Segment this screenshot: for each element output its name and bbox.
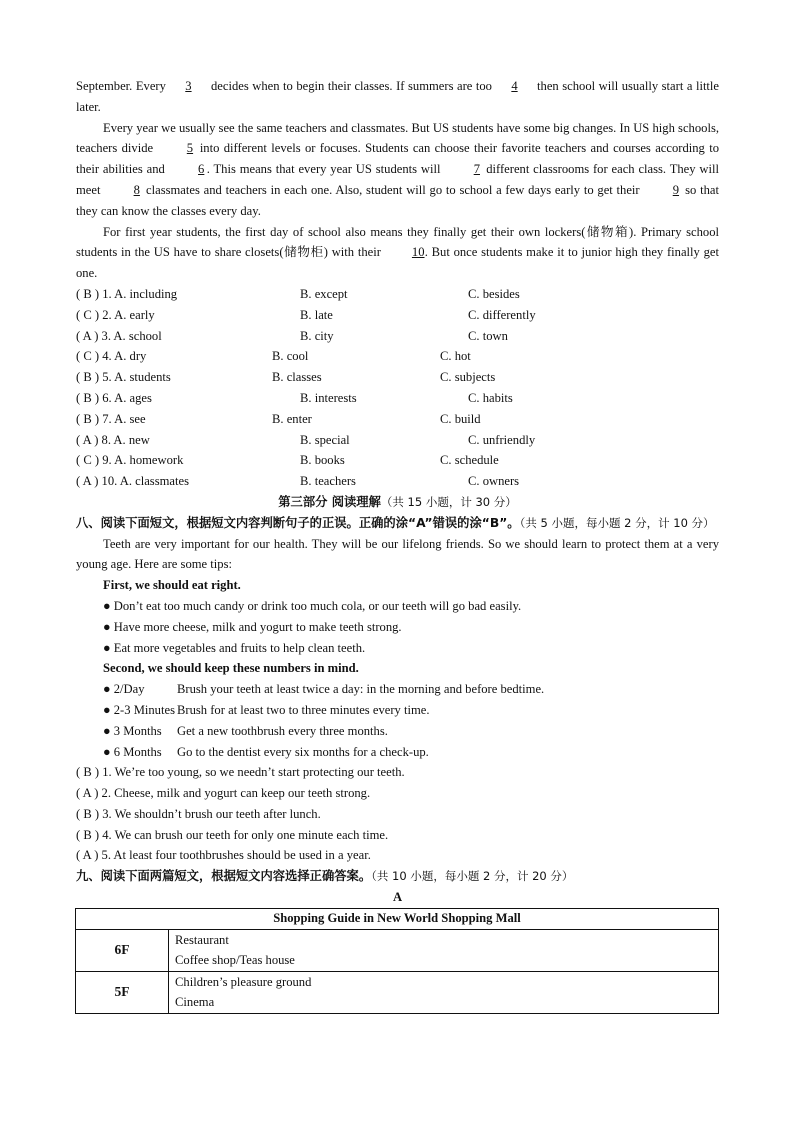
cloze-options [76,284,719,492]
section8-answers [76,762,719,866]
blank-8: 8 [133,182,140,197]
option-a: ( B ) 6. A. ages [76,390,152,405]
section8-heading [76,513,719,534]
text: . But once students make it to junior high they finally get one. [76,245,719,281]
option-a: ( B ) 5. A. students [76,370,171,385]
tip-value: Get a new toothbrush every three months. [177,723,388,738]
option-b: B. interests [300,390,357,405]
list-item [76,679,719,700]
option-b: B. teachers [300,474,356,489]
floor-cell: 5F [76,971,169,1013]
text: into different levels or focuses. Students can choose their favorite teachers and courses according to their abilities and [76,141,719,177]
option-a: ( B ) 7. A. see [76,411,146,426]
text: Every year we usually see the same teachers and classmates. But US students have some big changes. In US high schools, teachers divide [76,120,719,156]
text: decides when to begin their classes. If summers are too [210,79,492,93]
part3-title [76,492,719,513]
cloze-paragraph-1 [76,76,719,118]
text: classmates and teachers in each one. Also, student will go to school a few days early to get their [146,182,640,197]
option-c: C. schedule [440,453,499,468]
option-row [76,409,719,430]
list-item [76,700,719,721]
first-tip-title: First, we should eat right. [103,578,241,593]
store-item: Coffee shop/Teas house [175,953,295,968]
option-b: B. classes [272,370,322,385]
text: . This means that every year US students will [206,162,441,177]
option-c: C. habits [468,390,513,405]
list-item: ● Don’t eat too much candy or drink too much cola, or our teeth will go bad easily. [103,598,522,613]
store-item: Restaurant [175,932,229,947]
option-a: ( C ) 4. A. dry [76,349,147,364]
store-item: Children’s pleasure ground [175,974,312,989]
floor-cell: 6F [76,929,169,971]
table-row [76,971,719,1013]
store-item: Cinema [175,995,215,1010]
option-b: B. books [300,453,345,468]
answer-line: ( B ) 3. We shouldn’t brush our teeth after lunch. [76,806,321,821]
answer-line: ( B ) 1. We’re too young, so we needn’t start protecting our teeth. [76,765,405,780]
table-title: Shopping Guide in New World Shopping Mall [76,908,719,929]
text: so that they can know the classes every day. [76,182,719,218]
tip-value: Go to the dentist every six months for a check-up. [177,744,429,759]
option-a: ( B ) 1. A. including [76,286,178,301]
text: different classrooms for each class. They will meet [76,162,720,197]
text: September. Every [76,79,166,93]
first-tip-list [76,596,719,658]
option-row [76,367,719,388]
option-row [76,346,719,367]
store-cell [169,971,719,1013]
list-item: ● Have more cheese, milk and yogurt to make teeth strong. [103,619,402,634]
option-c: C. town [468,328,508,343]
section9-note: （共 10 小题，每小题 2 分，计 20 分） [371,869,574,884]
option-c: C. besides [468,286,520,301]
table-row [76,929,719,971]
section9-heading [76,866,719,887]
section8-note: （共 5 小题，每小题 2 分，计 10 分） [519,515,715,530]
option-row [76,284,719,305]
answer-line: ( A ) 2. Cheese, milk and yogurt can keep our teeth strong. [76,786,371,801]
second-tip-title: Second, we should keep these numbers in mind. [103,661,359,676]
tip-key: ● 3 Months [103,723,162,738]
tip-value: Brush your teeth at least twice a day: in the morning and before bedtime. [177,682,545,697]
option-a: ( C ) 9. A. homework [76,453,184,468]
section8-heading-text: 八、阅读下面短文，根据短文内容判断句子的正误。正确的涂“A”错误的涂“B”。 [76,515,520,530]
option-b: B. special [300,432,350,447]
cloze-paragraph-3 [76,222,719,284]
option-c: C. owners [468,474,520,489]
option-a: ( A ) 3. A. school [76,328,162,343]
text: For first year students, the first day of school also means they finally get their own lockers(储物箱). Primary school students in the US have to share closets(储物柜) with their [76,224,719,260]
list-item [76,721,719,742]
tip-key: ● 2/Day [103,682,145,697]
option-c: C. unfriendly [468,432,536,447]
blank-10: 10 [411,245,425,260]
exam-page [76,76,719,1014]
tip-key: ● 6 Months [103,744,162,759]
blank-9: 9 [672,182,680,197]
blank-4: 4 [511,79,518,93]
option-b: B. cool [272,349,309,364]
list-item: ● Eat more vegetables and fruits to help clean teeth. [103,640,366,655]
option-row [76,450,719,471]
blank-3: 3 [185,79,192,93]
option-row [76,326,719,347]
blank-5: 5 [186,141,194,156]
option-b: B. city [300,328,334,343]
option-a: ( A ) 8. A. new [76,432,150,447]
cloze-paragraph-2 [76,118,719,222]
part3-note: （共 15 小题，计 30 分） [380,494,517,509]
option-row [76,388,719,409]
option-c: C. build [440,411,481,426]
list-item [76,742,719,763]
answer-line: ( A ) 5. At least four toothbrushes should be used in a year. [76,848,371,863]
option-b: B. except [300,286,348,301]
option-a: ( A ) 10. A. classmates [76,474,189,489]
option-c: C. differently [468,307,536,322]
blank-6: 6 [198,162,205,177]
section9-heading-text: 九、阅读下面两篇短文，根据短文内容选择正确答案。 [76,869,372,884]
option-row [76,305,719,326]
section8-intro: Teeth are very important for our health. They will be our lifelong friends. So we should learn to protect them at a very young age. Here are some tips: [76,536,719,572]
option-row [76,430,719,451]
store-cell [169,929,719,971]
option-b: B. late [300,307,333,322]
passage-label: A [392,890,403,905]
option-c: C. subjects [440,370,496,385]
tip-value: Brush for at least two to three minutes every time. [177,702,430,717]
option-c: C. hot [440,349,471,364]
option-row [76,471,719,492]
blank-7: 7 [473,162,480,177]
shopping-guide-table [75,908,719,1014]
option-a: ( C ) 2. A. early [76,307,155,322]
second-tip-list [76,679,719,762]
part3-title-text: 第三部分 阅读理解 [278,494,381,509]
answer-line: ( B ) 4. We can brush our teeth for only one minute each time. [76,827,389,842]
tip-key: ● 2-3 Minutes [103,702,175,717]
table-title-row [76,908,719,929]
text: then school will usually start a little later. [76,79,720,114]
option-b: B. enter [272,411,312,426]
